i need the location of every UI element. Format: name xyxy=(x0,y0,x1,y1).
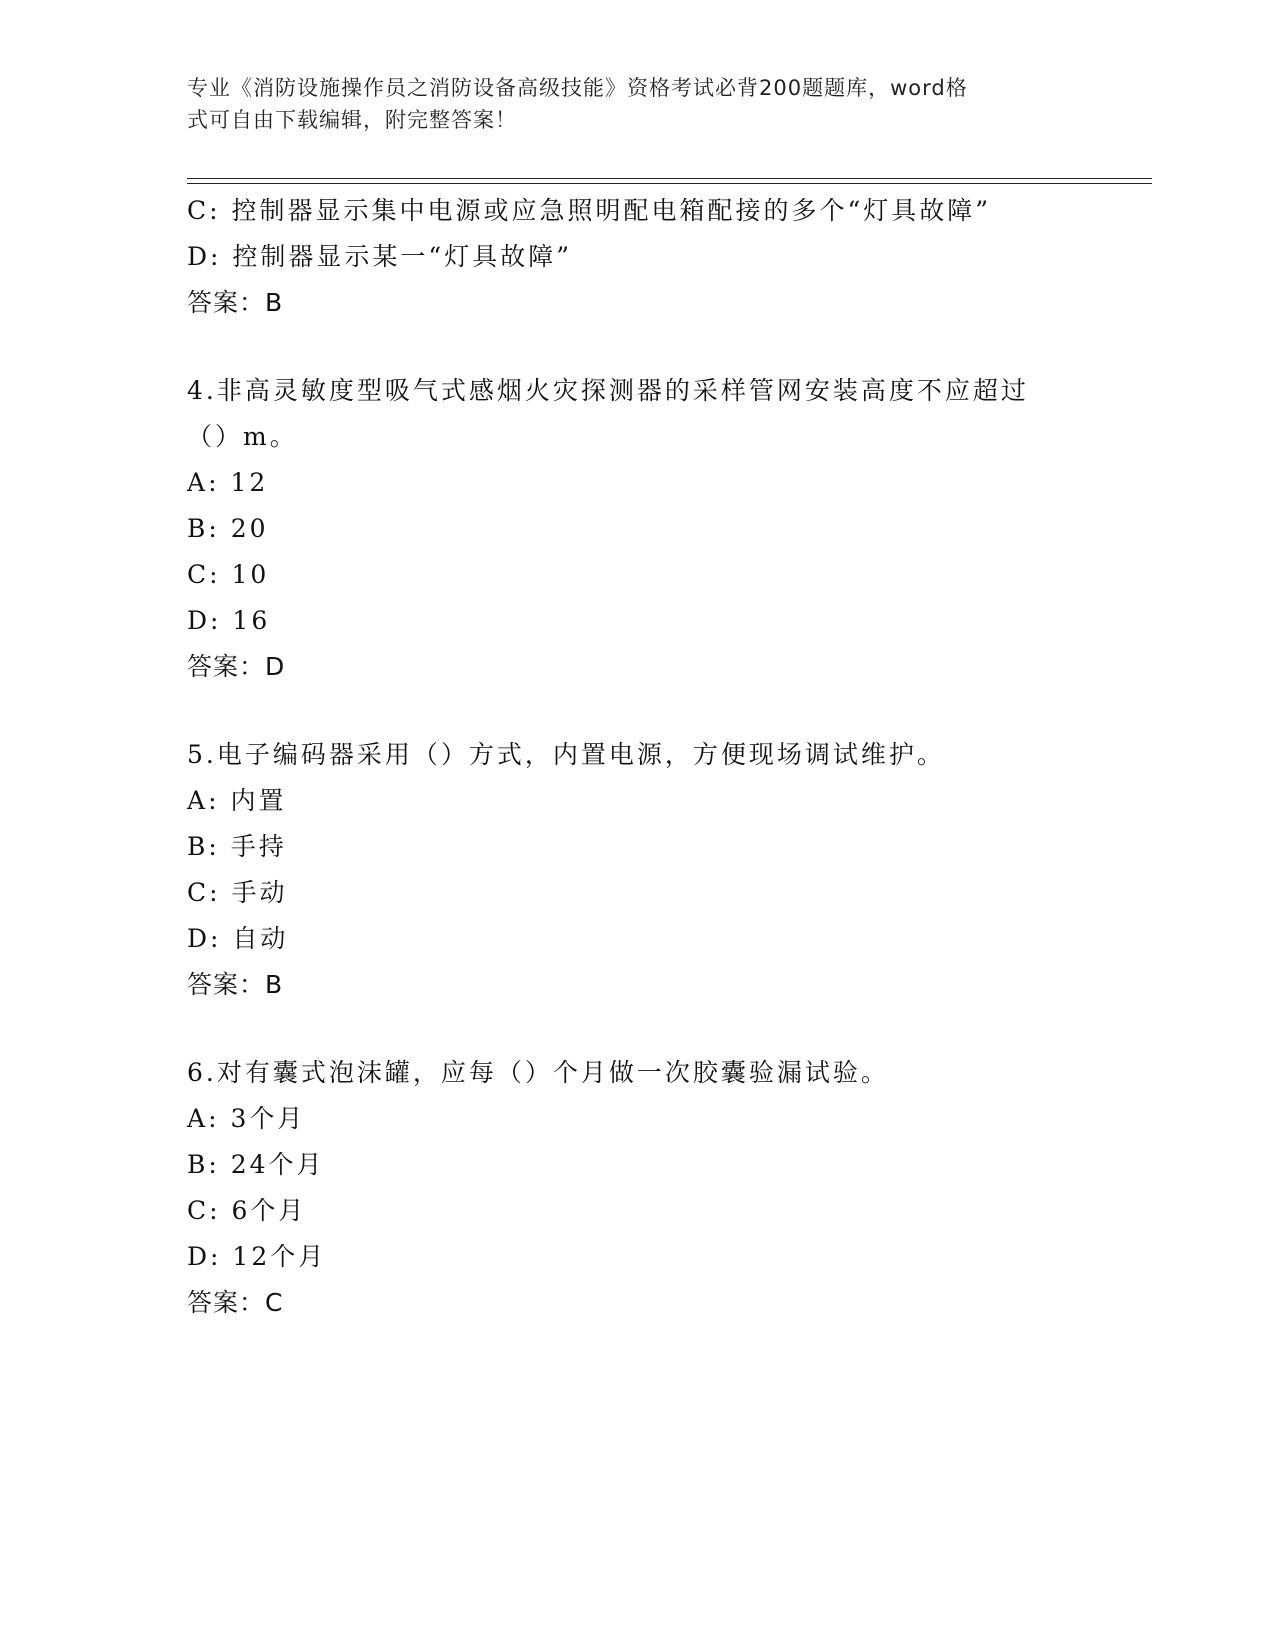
option-text: 10 xyxy=(231,560,270,589)
option-c xyxy=(187,552,1087,598)
option-text: 手动 xyxy=(231,878,288,907)
option-text: 内置 xyxy=(230,786,287,815)
question-text-line-2: （）m。 xyxy=(187,422,298,451)
option-c xyxy=(187,1188,1087,1234)
option-text: 24个月 xyxy=(230,1150,325,1179)
answer-line: 答案：B xyxy=(187,970,284,999)
option-text: 控制器显示集中电源或应急照明配电箱配接的多个“灯具故障” xyxy=(231,196,992,225)
option-d xyxy=(187,598,1087,644)
option-a xyxy=(187,460,1087,506)
option-text: 12个月 xyxy=(232,1242,327,1271)
option-text: 16 xyxy=(232,606,271,635)
spacer xyxy=(187,690,1087,732)
option-separator: : xyxy=(210,242,233,271)
option-text: 自动 xyxy=(232,924,289,953)
spacer xyxy=(187,326,1087,368)
question-text xyxy=(187,1050,1067,1096)
option-separator: : xyxy=(210,924,233,953)
answer-line: 答案：D xyxy=(187,652,286,681)
option-separator: : xyxy=(209,1196,232,1225)
option-d xyxy=(187,916,1087,962)
answer-line: 答案：B xyxy=(187,288,284,317)
option-b xyxy=(187,824,1087,870)
answer-line: 答案：C xyxy=(187,1288,284,1317)
option-label: D xyxy=(187,606,211,635)
option-separator: : xyxy=(208,468,231,497)
option-label: B xyxy=(187,514,209,543)
option-separator: : xyxy=(208,514,231,543)
question-6 xyxy=(187,1050,1087,1326)
option-separator: : xyxy=(208,1150,231,1179)
option-label: D xyxy=(187,1242,211,1271)
option-label: B xyxy=(187,1150,209,1179)
option-label: D xyxy=(187,924,211,953)
option-separator: : xyxy=(208,832,231,861)
option-label: C xyxy=(187,1196,210,1225)
spacer xyxy=(187,1008,1087,1050)
option-label: B xyxy=(187,832,209,861)
option-label: D xyxy=(187,242,211,271)
option-separator: : xyxy=(208,1104,231,1133)
option-d xyxy=(187,234,1087,280)
option-text: 6个月 xyxy=(231,1196,307,1225)
option-label: C xyxy=(187,196,210,225)
option-label: A xyxy=(187,786,209,815)
option-c xyxy=(187,188,1087,234)
option-text: 3个月 xyxy=(230,1104,306,1133)
option-label: A xyxy=(187,468,209,497)
question-3-continued xyxy=(187,188,1087,326)
question-text xyxy=(187,732,1067,778)
option-separator: : xyxy=(208,786,231,815)
option-b xyxy=(187,1142,1087,1188)
header-line-1: 专业《消防设施操作员之消防设备高级技能》资格考试必背200题题库，word格 xyxy=(187,76,968,100)
option-text: 手持 xyxy=(230,832,287,861)
document-header xyxy=(187,72,1087,136)
option-label: A xyxy=(187,1104,209,1133)
question-text-line-1: 6.对有囊式泡沫罐，应每（）个月做一次胶囊验漏试验。 xyxy=(187,1058,889,1087)
option-separator: : xyxy=(210,606,233,635)
option-separator: : xyxy=(209,878,232,907)
option-d xyxy=(187,1234,1087,1280)
question-4 xyxy=(187,368,1087,690)
option-separator: : xyxy=(209,560,232,589)
question-text xyxy=(187,368,1067,460)
question-text-line-1: 5.电子编码器采用（）方式，内置电源，方便现场调试维护。 xyxy=(187,740,945,769)
option-text: 12 xyxy=(230,468,269,497)
question-text-line-1: 4.非高灵敏度型吸气式感烟火灾探测器的采样管网安装高度不应超过 xyxy=(187,376,1029,405)
option-label: C xyxy=(187,878,210,907)
question-5 xyxy=(187,732,1087,1008)
header-divider-bottom xyxy=(187,183,1152,184)
option-text: 控制器显示某一“灯具故障” xyxy=(232,242,572,271)
header-divider-top xyxy=(187,178,1152,179)
option-a xyxy=(187,1096,1087,1142)
option-separator: : xyxy=(209,196,232,225)
option-label: C xyxy=(187,560,210,589)
header-line-2: 式可自由下载编辑，附完整答案！ xyxy=(187,108,517,132)
question-list xyxy=(187,188,1087,1326)
option-separator: : xyxy=(210,1242,233,1271)
option-c xyxy=(187,870,1087,916)
option-a xyxy=(187,778,1087,824)
option-b xyxy=(187,506,1087,552)
option-text: 20 xyxy=(230,514,269,543)
